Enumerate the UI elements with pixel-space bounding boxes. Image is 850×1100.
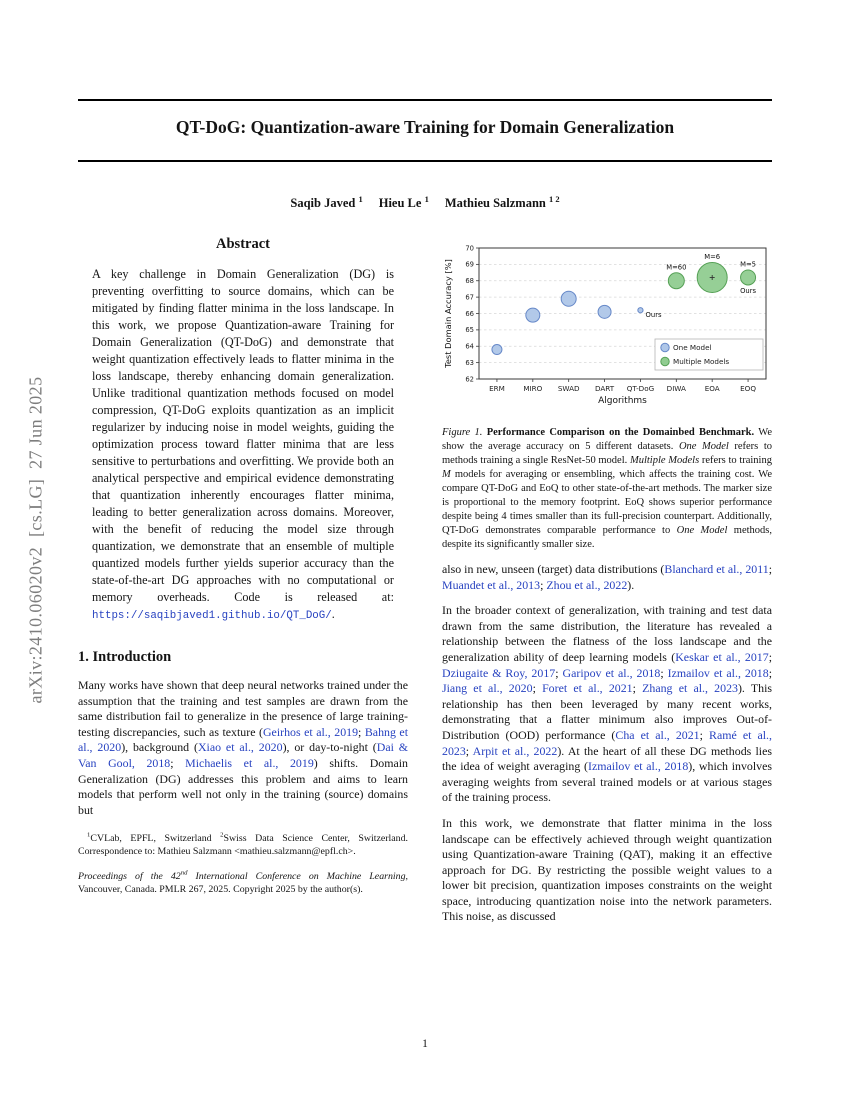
text-run: Performance Comparison on the Domainbed Benchmark. (486, 427, 755, 438)
body-paragraph-1 (442, 562, 772, 593)
text-run: We show the average accuracy on 5 different datasets. (442, 427, 773, 452)
text-run: A key challenge in Domain Generalization (DG) is preventing overfitting to source domains, which can be mitigated by finding flatter minima in the loss landscape. In this work, we propose Quantization-aware Training for Domain Generalization (QT-DoG) and demonstrate that weight quantization effectively leads to flatter minima in the loss landscape, thereby enhancing domain generalization. Unlike traditional quantization methods focused on model compression, QT-DoG exploits quantization as an implicit regularizer by inducing noise in model weights, guiding the optimization process toward flatter minima that are less sensitive to perturbations and overfitting. We provide both an analytical perspective and empirical evidence demonstrating that quantization inherently encourages flatter minima, leading to better generalization across domains. Moreover, with the benefit of reducing the model size through quantization, we demonstrate that an ensemble of multiple quantized models further yields superior accuracy than the state-of-the-art DG approaches with no computational or memory overheads. Code is released at: (92, 267, 394, 604)
body-paragraph-3 (442, 816, 772, 925)
text-run: Many works have shown that deep neural networks trained under the assumption that the training and test samples are drawn from the same distribution fail to generalize in the presence of large training-testing discrepancies, such as texture ( (78, 678, 408, 739)
text-run: Swiss Data Science Center, Switzerland. Correspondence to: Mathieu Salzmann <mathieu.salzmann@epfl.ch>. (78, 833, 408, 858)
text-run: In the broader context of generalization, with training and test data drawn from the same distribution, the literature has revealed a relationship between the flatness of the loss landscape and the generalization ability of deep learning models ( (442, 603, 772, 664)
author-affiliation-sup: 1 (358, 193, 363, 204)
text-run: 1 (87, 832, 91, 840)
text-run: 2 (220, 832, 224, 840)
title-rule-bottom (78, 160, 772, 162)
text-run: ), which involves averaging weights from several trained models or at various stages of the training process. (442, 759, 772, 805)
x-tick-label: ERM (489, 384, 505, 393)
abstract-heading: Abstract (216, 236, 270, 252)
y-tick-label: 65 (465, 326, 474, 335)
citation-link[interactable]: Cha et al., 2021 (615, 727, 700, 742)
text-run: ; (358, 724, 365, 739)
figure1-caption (442, 426, 772, 552)
text-run: M (442, 469, 451, 480)
text-run: methods, despite its significantly smaller size. (442, 525, 772, 550)
text-run: One Model (678, 441, 729, 452)
author-name: Saqib Javed (290, 196, 359, 210)
data-point-DIWA (668, 273, 684, 289)
y-tick-label: 63 (465, 358, 474, 367)
x-tick-label: EOQ (740, 384, 756, 393)
text-run: ; (768, 562, 772, 576)
author (378, 193, 429, 210)
y-tick-label: 70 (465, 244, 474, 253)
citation-link[interactable]: Geirhos et al., 2019 (262, 724, 359, 739)
citation-link[interactable]: Muandet et al., 2013 (442, 577, 541, 592)
author-affiliation-sup: 1 2 (549, 193, 560, 204)
point-annotation: Ours (740, 286, 757, 295)
citation-link[interactable]: Izmailov et al., 2018 (667, 665, 769, 680)
text-run: Proceedings of the 42 (78, 871, 181, 883)
legend-label: One Model (673, 342, 712, 352)
legend-label: Multiple Models (673, 356, 730, 366)
legend-marker-icon (661, 343, 669, 351)
y-tick-label: 69 (465, 260, 474, 269)
x-tick-label: EOA (704, 384, 720, 393)
y-tick-label: 66 (465, 309, 474, 318)
citation-link[interactable]: Xiao et al., 2020 (197, 740, 283, 755)
code-url-link[interactable]: https://saqibjaved1.github.io/QT_DoG/ (92, 610, 332, 622)
body-paragraph-2 (442, 603, 772, 806)
right-column (442, 240, 772, 925)
text-run: CVLab, EPFL, Switzerland (90, 833, 221, 845)
y-tick-label: 68 (465, 277, 474, 286)
text-run: ). (627, 577, 635, 592)
figure1 (442, 240, 772, 418)
text-run: In this work, we demonstrate that flatter minima in the loss landscape can be effectively achieved through weight quantization using Quantization-aware Training (QAT), making it an effective approach for DG. By restricting the possible weight values to a lower bit precision, quantization imposes constraints on the weight space, introducing quantization noise into the network parameters. This noise, as discussed (442, 815, 772, 924)
text-run: ) shifts. Domain Generalization (DG) addresses this problem and aims to learn models that perform well not only in the training (source) domains but (78, 755, 409, 817)
text-run: ; (660, 665, 668, 680)
author-name: Hieu Le (378, 196, 425, 210)
citation-link[interactable]: Foret et al., 2021 (542, 681, 633, 696)
text-run: models for averaging or ensembling, which affects the training cost. We compare QT-DoG and EoQ to other state-of-the-art methods. The marker size is proportional to the memory footprint. EoQ shows superior performance despite being 4 times smaller than its full-precision counterpart. Additionally, QT-DoG demonstrates comparable performance to (442, 469, 772, 536)
text-run: ), background ( (121, 740, 198, 755)
title-rule-top (78, 99, 772, 101)
text-run: ; (768, 649, 773, 664)
citation-link[interactable]: Arpit et al., 2022 (472, 743, 558, 758)
left-column (78, 236, 408, 897)
citation-link[interactable]: Blanchard et al., 2011 (664, 562, 769, 576)
text-run: ; (555, 665, 563, 680)
text-run: International Conference on Machine Learning (187, 871, 406, 883)
x-tick-label: SWAD (557, 384, 580, 393)
point-annotation: M=5 (740, 260, 757, 269)
paper-title: QT-DoG: Quantization-aware Training for Domain Generalization (175, 117, 675, 137)
y-tick-label: 62 (465, 375, 474, 384)
text-run: refers to methods training a single ResNet-50 model. (442, 441, 772, 466)
text-run: ; (465, 743, 473, 758)
data-point-MIRO (526, 308, 540, 322)
data-point-EOQ (741, 270, 756, 285)
arxiv-watermark: arXiv:2410.06020v2 [cs.LG] 27 Jun 2025 (25, 376, 46, 704)
x-tick-label: MIRO (523, 384, 543, 393)
x-tick-label: DIWA (666, 384, 686, 393)
y-tick-label: 67 (465, 293, 474, 302)
data-point-ERM (492, 345, 502, 355)
citation-link[interactable]: Zhang et al., 2023 (642, 681, 738, 696)
citation-link[interactable]: Izmailov et al., 2018 (588, 759, 689, 774)
text-run: One Model (676, 525, 728, 536)
y-tick-label: 64 (465, 342, 474, 351)
citation-link[interactable]: Keskar et al., 2017 (675, 649, 769, 664)
text-run: ; (632, 681, 643, 696)
point-annotation: M=6 (704, 252, 721, 261)
legend-marker-icon (661, 357, 669, 365)
text-run: . (331, 607, 335, 621)
author (290, 193, 363, 210)
data-point-DART (598, 305, 611, 318)
proceedings-notice (78, 871, 408, 897)
text-run: Figure 1. (442, 427, 483, 438)
text-run: ), or day-to-night ( (282, 740, 377, 755)
figure1-scatter-chart (442, 240, 772, 418)
text-run: ). This relationship has then been leveraged by many recent works, demonstrating that a flatter minimum also improves Out-of-Distribution (OOD) performance ( (442, 681, 773, 742)
text-run: nd (180, 869, 188, 877)
x-tick-label: QT-DoG (626, 384, 655, 393)
text-run: Multiple Models (629, 455, 700, 466)
author-affiliation-sup: 1 (424, 193, 429, 204)
text-run: ; (699, 727, 710, 742)
x-axis-label: Algorithms (598, 396, 647, 406)
text-run: also in new, unseen (target) data distributions ( (442, 562, 665, 576)
text-run: ; (170, 755, 186, 770)
section-heading-introduction: 1. Introduction (78, 649, 172, 665)
citation-link[interactable]: Jiang et al., 2020 (442, 681, 533, 696)
citation-link[interactable]: Michaelis et al., 2019 (185, 755, 314, 770)
point-annotation: M=60 (666, 263, 687, 272)
citation-link[interactable]: Garipov et al., 2018 (562, 665, 661, 680)
y-axis-label: Test Domain Accuracy [%] (443, 259, 453, 368)
introduction-paragraph (78, 678, 408, 818)
citation-link[interactable]: Bahng et al., 2020 (78, 724, 409, 755)
authors-line (0, 193, 850, 211)
citation-link[interactable]: Ramé et al., 2023 (442, 727, 772, 758)
citation-link[interactable]: Zhou et al., 2022 (546, 577, 628, 592)
data-point-QT-DoG (638, 308, 643, 313)
author (444, 193, 560, 210)
x-tick-label: DART (594, 384, 615, 393)
affiliation-footnote (78, 833, 408, 859)
data-point-SWAD (561, 291, 576, 306)
page-number: 1 (422, 1038, 428, 1050)
text-run: ; (532, 681, 543, 696)
author-name: Mathieu Salzmann (444, 196, 549, 210)
citation-link[interactable]: Dai & Van Gool, 2018 (78, 740, 409, 770)
citation-link[interactable]: Dziugaite & Roy, 2017 (442, 665, 556, 680)
abstract-text (92, 266, 394, 625)
point-annotation: Ours (645, 311, 662, 320)
text-run: , Vancouver, Canada. PMLR 267, 2025. Copyright 2025 by the author(s). (78, 871, 408, 896)
text-run: ; (540, 577, 547, 592)
text-run: ). At the heart of all these DG methods lies the idea of weight averaging ( (442, 743, 773, 774)
text-run: ; (768, 665, 773, 680)
text-run: refers to training (699, 455, 772, 466)
